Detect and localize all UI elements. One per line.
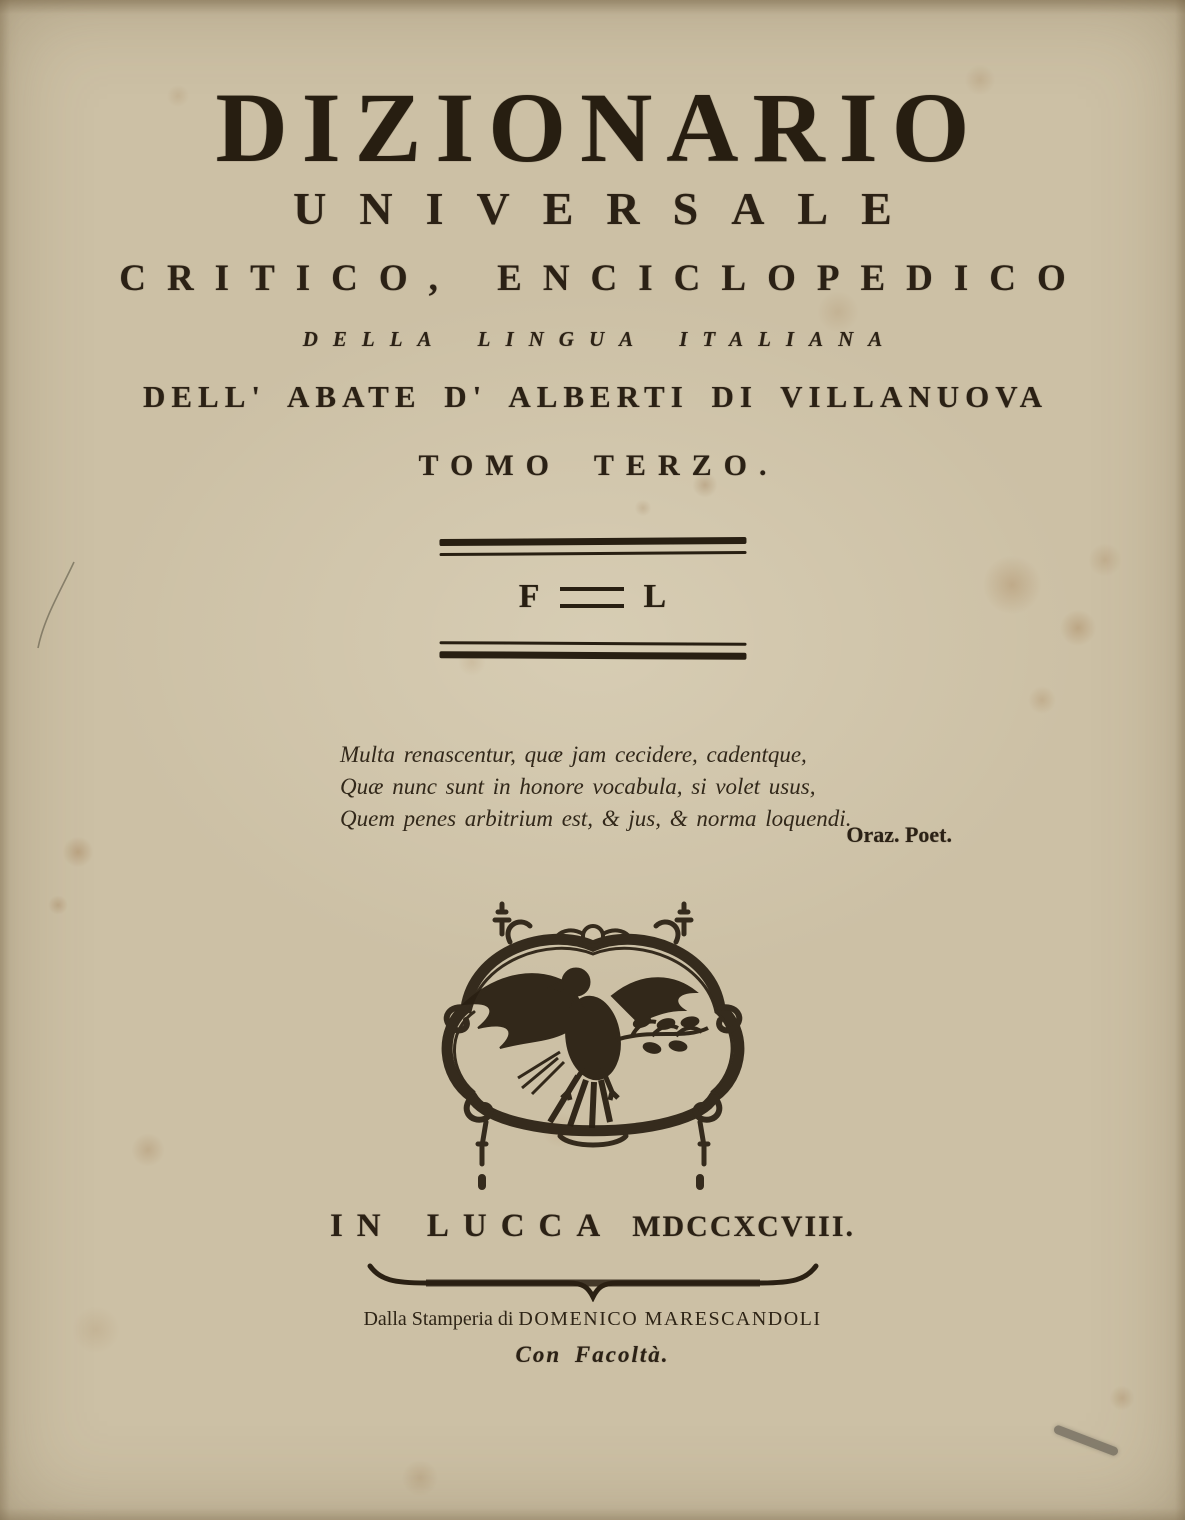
letter-range [0,578,1185,616]
rule-thick [439,651,746,660]
book-subtitle: CRITICO, ENCICLOPEDICO [119,258,1087,299]
imprint-year: MDCCXCVIII. [632,1210,856,1243]
double-rule-bottom [439,641,746,660]
ink-smudge [1053,1424,1120,1457]
book-title: DIZIONARIO [215,72,984,183]
printer-prefix: Dalla Stamperia di [363,1308,514,1330]
range-to: L [643,578,667,615]
double-dash-icon [560,587,624,608]
epigraph-line: Quæ nunc sunt in honore vocabula, si volet usus, [340,774,816,799]
rule-thick [439,537,746,546]
book-title-line2: UNIVERSALE [293,183,925,234]
range-from: F [518,578,540,615]
printer-name: DOMENICO MARESCANDOLI [518,1308,822,1330]
imprint-printer-line [0,1308,1185,1331]
epigraph-line: Quem penes arbitrium est, & jus, & norma loquendi. [340,806,852,831]
double-rule-top [439,537,746,556]
brace-divider-icon [364,1258,822,1302]
epigraph-line: Multa renascentur, quæ jam cecidere, cadentque, [340,742,807,767]
book-subtitle-language: DELLA LINGUA ITALIANA [302,327,898,351]
epigraph-attribution: Oraz. Poet. [846,822,952,847]
epigraph [340,739,1020,835]
privilege-line: Con Facoltà. [515,1342,670,1367]
rule-thin [439,641,746,646]
imprint-place: IN LUCCA [329,1208,615,1244]
eagle-cartouche-vignette [400,890,786,1192]
author-line: DELL' ABATE D' ALBERTI DI VILLANUOVA [142,379,1049,414]
imprint-place-year [0,1208,1185,1245]
rule-thin [439,551,746,556]
volume-line: TOMO TERZO. [418,449,779,482]
